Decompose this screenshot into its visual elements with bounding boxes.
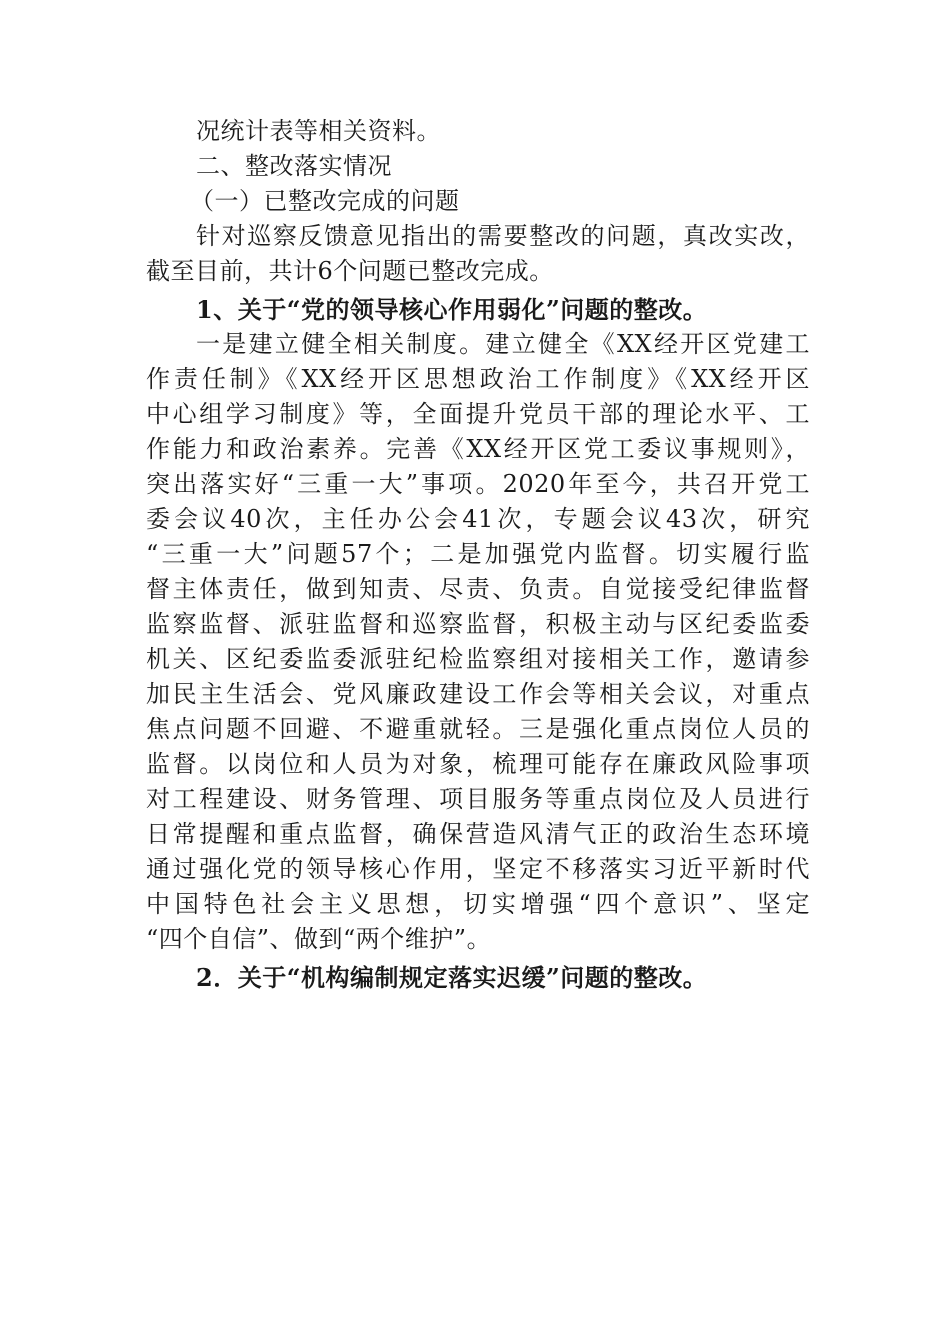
paragraph-line: 日常提醒和重点监督，确保营造风清气正的政治生态环境: [146, 820, 810, 848]
paragraph-line: 中国特色社会主义思想，切实增强“四个意识”、坚定: [146, 890, 810, 918]
paragraph-line: 突出落实好“三重一大”事项。2020年至今，共召开党工: [146, 470, 810, 498]
paragraph-line: 焦点问题不回避、不避重就轻。三是强化重点岗位人员的: [146, 715, 810, 743]
subsection-heading: （一）已整改完成的问题: [190, 187, 460, 215]
paragraph-line: “三重一大”问题57个；二是加强党内监督。切实履行监: [146, 540, 810, 568]
section-heading: 二、整改落实情况: [196, 152, 392, 180]
paragraph-line: 作责任制》《XX经开区思想政治工作制度》《XX经开区: [146, 365, 810, 393]
paragraph-line: 作能力和政治素养。完善《XX经开区党工委议事规则》，: [146, 435, 810, 463]
paragraph-line: 加民主生活会、党风廉政建设工作会等相关会议，对重点: [146, 680, 810, 708]
paragraph-line: 况统计表等相关资料。: [196, 117, 441, 145]
paragraph-line: 机关、区纪委监委派驻纪检监察组对接相关工作，邀请参: [146, 645, 810, 673]
paragraph-line: 一是建立健全相关制度。建立健全《XX经开区党建工: [196, 330, 810, 358]
item-heading: 2．关于“机构编制规定落实迟缓”问题的整改。: [196, 963, 708, 992]
paragraph-line: 截至目前，共计6个问题已整改完成。: [146, 257, 554, 285]
paragraph-line: 监督。以岗位和人员为对象，梳理可能存在廉政风险事项: [146, 750, 810, 778]
paragraph-line: 委会议40次，主任办公会41次，专题会议43次，研究: [146, 505, 810, 533]
paragraph-line: 对工程建设、财务管理、项目服务等重点岗位及人员进行: [146, 785, 810, 813]
paragraph-line: 通过强化党的领导核心作用，坚定不移落实习近平新时代: [146, 855, 810, 883]
item-heading: 1、关于“党的领导核心作用弱化”问题的整改。: [196, 295, 708, 324]
paragraph-line: “四个自信”、做到“两个维护”。: [146, 925, 492, 953]
paragraph-line: 监察监督、派驻监督和巡察监督，积极主动与区纪委监委: [146, 610, 810, 638]
paragraph-line: 督主体责任，做到知责、尽责、负责。自觉接受纪律监督: [146, 575, 810, 603]
paragraph-line: 中心组学习制度》等，全面提升党员干部的理论水平、工: [146, 400, 810, 428]
document-body: [146, 114, 810, 995]
paragraph-line: 针对巡察反馈意见指出的需要整改的问题，真改实改，: [196, 222, 810, 250]
